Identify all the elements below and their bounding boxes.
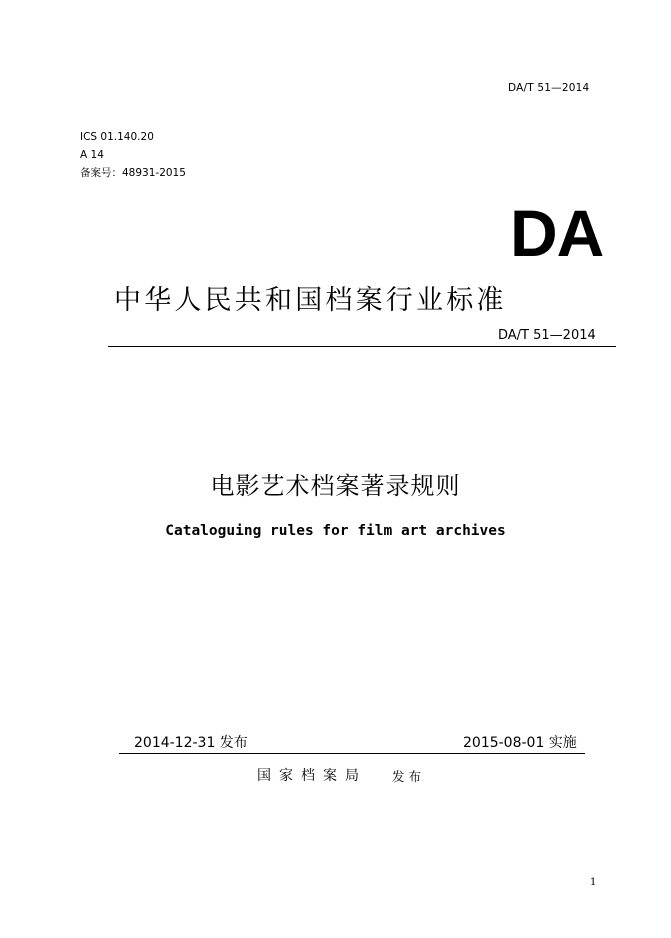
issue-date: 2014-12-31 发布 [134, 735, 248, 751]
standard-code: DA/T 51—2014 [498, 328, 596, 343]
filing-number: 备案号：48931-2015 [80, 167, 186, 179]
page-number: 1 [590, 877, 597, 888]
standard-title: 中华人民共和国档案行业标准 [114, 285, 507, 316]
da-logo: DA [510, 196, 604, 270]
ics-code: ICS 01.140.20 [80, 131, 154, 143]
issuer-action: 发布 [392, 769, 426, 784]
header-divider [108, 346, 616, 347]
date-divider [119, 753, 585, 754]
effective-date: 2015-08-01 实施 [463, 735, 577, 751]
document-title-zh: 电影艺术档案著录规则 [210, 472, 461, 500]
top-standard-code: DA/T 51—2014 [508, 82, 590, 94]
classification-code: A 14 [80, 149, 104, 161]
document-title-en: Cataloguing rules for film art archives [165, 523, 506, 539]
issuer-name: 国家档案局 [257, 768, 367, 784]
